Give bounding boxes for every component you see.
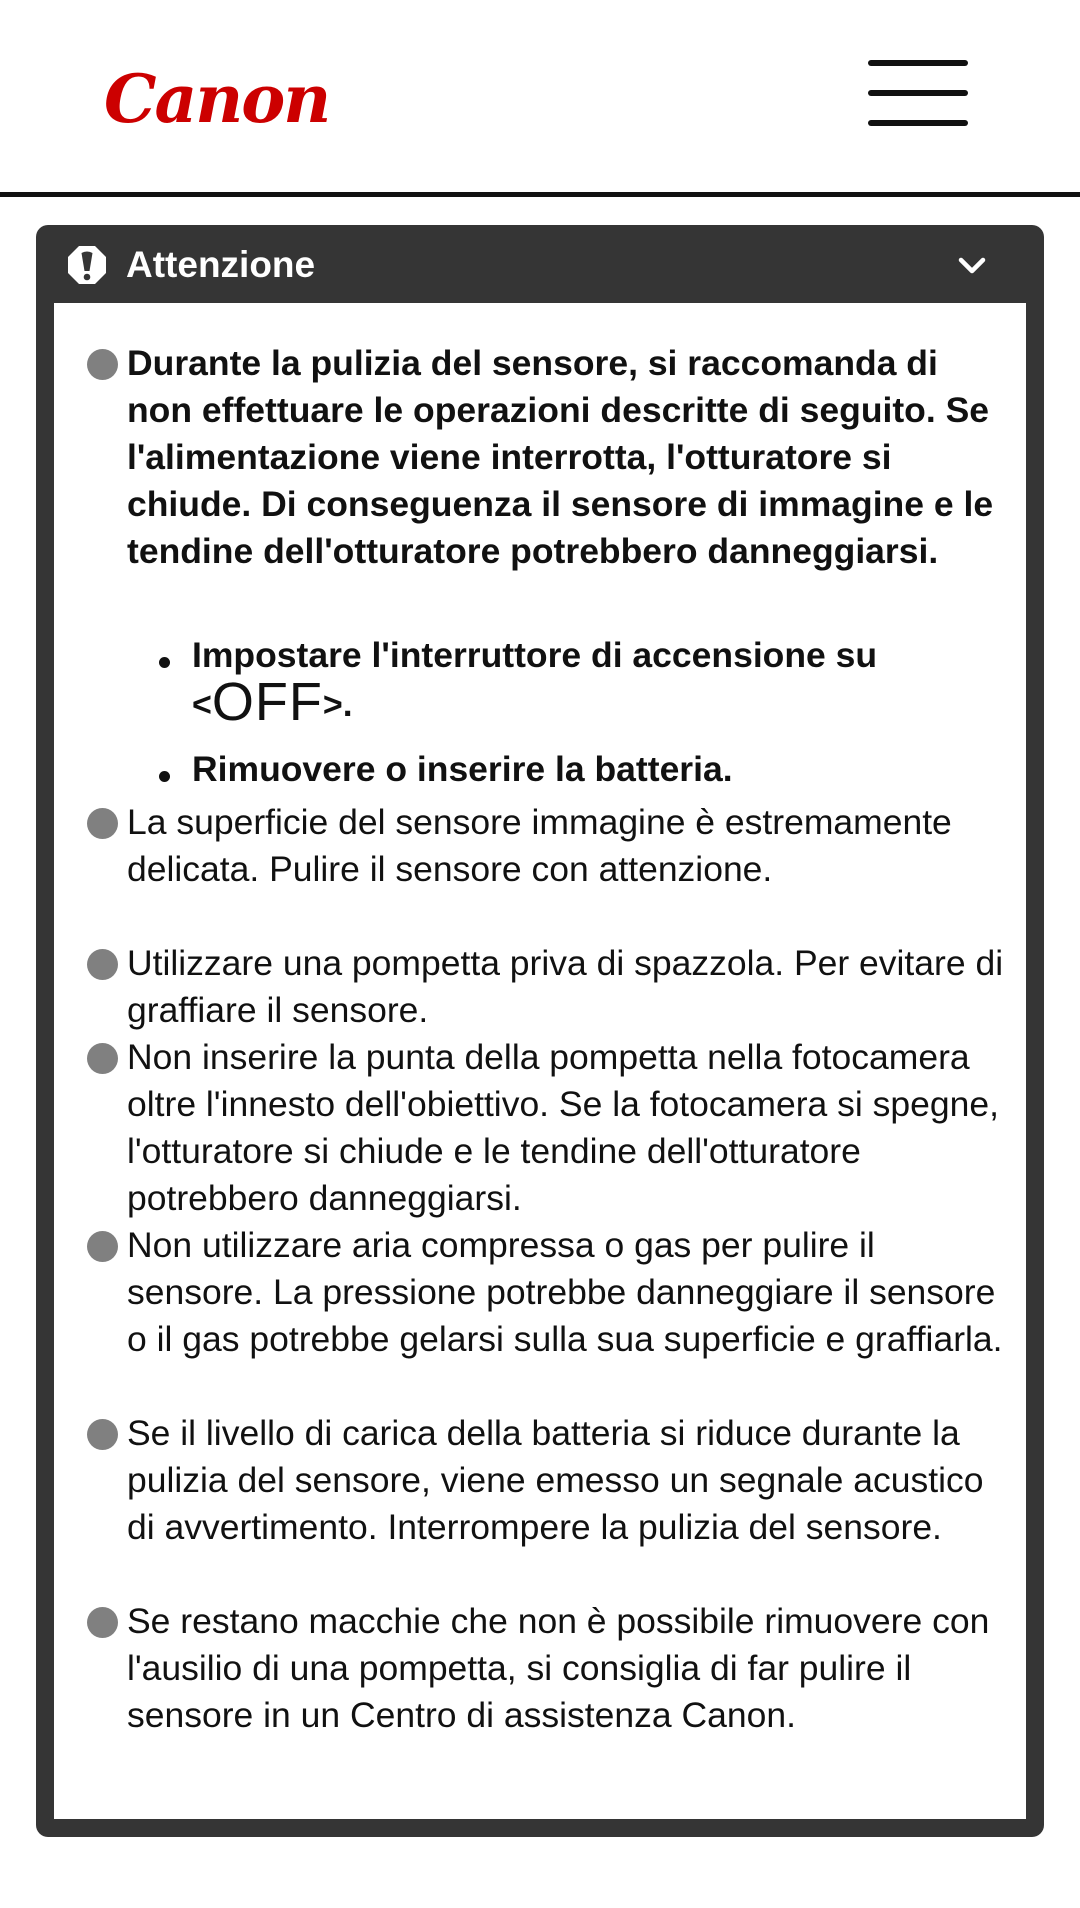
caution-item-text: Utilizzare una pompetta priva di spazzola. Per evitare di graffiare il sensore. bbox=[127, 943, 1004, 1030]
header-divider bbox=[0, 192, 1080, 197]
gray-bullet-icon bbox=[87, 1043, 118, 1074]
switch-close-bracket: > bbox=[322, 686, 343, 724]
hamburger-menu-icon[interactable] bbox=[868, 60, 968, 128]
caution-item-text: Durante la pulizia del sensore, si raccomanda di non effettuare le operazioni descritte di seguito. Se l'alimentazione viene interrotta, l'otturatore si chiude. Di conseguenza il sensore di immagine e le tendine dell'otturatore potrebbero danneggiarsi. bbox=[127, 343, 994, 571]
exclamation-warning-icon bbox=[66, 244, 108, 286]
canon-logo[interactable]: Canon bbox=[104, 60, 330, 138]
sub-item-text bbox=[192, 632, 1012, 732]
sub-item-suffix: . bbox=[342, 684, 353, 724]
caution-title: Attenzione bbox=[126, 244, 316, 285]
caution-item-text: Non utilizzare aria compressa o gas per pulire il sensore. La pressione potrebbe danneggiare il sensore o il gas potrebbe gelarsi sulla sua superficie e graffiarla. bbox=[127, 1225, 1003, 1359]
chevron-down-icon[interactable] bbox=[956, 249, 988, 281]
gray-bullet-icon bbox=[87, 1419, 118, 1450]
switch-position-label: OFF bbox=[211, 672, 323, 732]
menu-bar-middle bbox=[868, 90, 968, 96]
gray-bullet-icon bbox=[87, 808, 118, 839]
menu-bar-bottom bbox=[868, 120, 968, 126]
caution-header[interactable] bbox=[36, 225, 1044, 303]
caution-item-text: Non inserire la punta della pompetta nella fotocamera oltre l'innesto dell'obiettivo. Se la fotocamera si spegne, l'otturatore si chiude e le tendine dell'otturatore potrebbero danneggiarsi. bbox=[127, 1037, 999, 1218]
caution-item-text: Se il livello di carica della batteria si riduce durante la pulizia del sensore, viene emesso un segnale acustico di avvertimento. Interrompere la pulizia del sensore. bbox=[127, 1413, 984, 1547]
black-bullet-icon bbox=[159, 771, 170, 782]
switch-open-bracket: < bbox=[192, 686, 212, 724]
gray-bullet-icon bbox=[87, 949, 118, 980]
black-bullet-icon bbox=[159, 657, 170, 668]
gray-bullet-icon bbox=[87, 1607, 118, 1638]
site-header bbox=[0, 0, 1080, 196]
caution-panel bbox=[36, 225, 1044, 1837]
caution-item-text: Se restano macchie che non è possibile rimuovere con l'ausilio di una pompetta, si consiglia di far pulire il sensore in un Centro di assistenza Canon. bbox=[127, 1601, 990, 1735]
menu-bar-top bbox=[868, 60, 968, 66]
caution-item-text: La superficie del sensore immagine è estremamente delicata. Pulire il sensore con attenzione. bbox=[127, 802, 952, 889]
gray-bullet-icon bbox=[87, 349, 118, 380]
sub-item-prefix: Impostare l'interruttore di accensione su bbox=[192, 635, 878, 675]
sub-item-text: Rimuovere o inserire la batteria. bbox=[192, 749, 733, 789]
caution-content bbox=[54, 303, 1026, 1819]
gray-bullet-icon bbox=[87, 1231, 118, 1262]
